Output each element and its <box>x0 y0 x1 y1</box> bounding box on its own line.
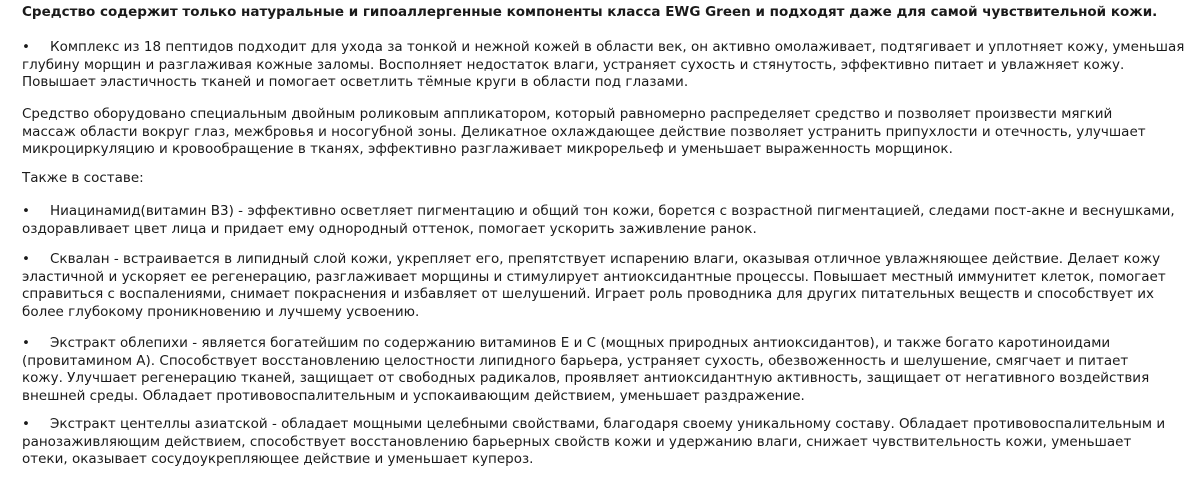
text-line: более глубокому проникновению и лучшему усвоению. <box>22 303 420 320</box>
text-line: • Сквалан - встраивается в липидный слой кожи, укрепляет его, препятствует испарению влаги, оказывая отличное увлажняющее действие. Делает кожу <box>22 251 1161 267</box>
text-line: Средство оборудовано специальным двойным роликовым аппликатором, который равномерно распределяет средство и позволяет произвести мягкий <box>22 106 1113 122</box>
text-line: ранозаживляющим действием, способствует восстановлению барьерных свойств кожи и удержанию влаги, снижает чувствительность кожи, уменьшает <box>22 433 1132 450</box>
lead-line: Средство содержит только натуральные и гипоаллергенные компоненты класса EWG Green и подходят даже для самой чувствительной кожи. <box>22 4 1158 20</box>
peptides-paragraph <box>22 39 1192 92</box>
text-line: справиться с воспалениями, снимает покраснения и избавляет от шелушений. Играет роль проводника для других питательных веществ и способствует их <box>22 286 1155 303</box>
text-line: • Экстракт центеллы азиатской - обладает мощными целебными свойствами, благодаря своему уникальному составу. Обладает противовоспалительным и <box>22 416 1166 432</box>
text-line: оздоравливает цвет лица и придает ему однородный оттенок, помогает ускорить заживление ранок. <box>22 220 757 237</box>
heading-line: Также в составе: <box>22 170 144 186</box>
bullet-icon: • <box>22 39 30 55</box>
text-line: Повышает эластичность тканей и помогает осветлить тёмные круги в области под глазами. <box>22 74 689 91</box>
text-line: массаж области вокруг глаз, межбровья и носогубной зоны. Деликатное охлаждающее действие позволяет устранить припухлости и отечность, улучшает <box>22 123 1146 140</box>
text-line: кожу. Улучшает регенерацию тканей, защищает от свободных радикалов, проявляет антиоксидантную активность, защищает от негативного воздействия <box>22 370 1150 387</box>
lead-paragraph <box>22 4 1192 22</box>
text-line: глубину морщин и разглаживая кожные заломы. Восполняет недостаток влаги, устраняет сухость и стянутость, эффективно питает и увлажняет кожу. <box>22 56 1125 73</box>
text-line: (провитамином А). Способствует восстановлению целостности липидного барьера, устраняет сухость, обезвоженность и шелушение, смягчает и питает <box>22 352 1129 369</box>
sea-buckthorn-paragraph <box>22 335 1192 405</box>
text-line: • Экстракт облепихи - является богатейшим по содержанию витаминов Е и С (мощных природных антиоксидантов), и также богато каротиноидами <box>22 335 1111 351</box>
applicator-paragraph <box>22 106 1192 159</box>
text-line: • Комплекс из 18 пептидов подходит для ухода за тонкой и нежной кожей в области век, он активно омолаживает, подтягивает и уплотняет кожу, уменьшая <box>22 39 1185 55</box>
text-line: • Ниацинамид(витамин В3) - эффективно осветляет пигментацию и общий тон кожи, борется с возрастной пигментацией, следами пост-акне и веснушками, <box>22 203 1175 219</box>
text-line: микроциркуляцию и кровообращение в тканях, эффективно разглаживает микрорельеф и уменьшает выраженность морщинок. <box>22 141 953 158</box>
also-in-composition-heading <box>22 170 1192 188</box>
bullet-icon: • <box>22 203 30 219</box>
text-line: эластичной и ускоряет ее регенерацию, разглаживает морщины и стимулирует антиоксидантные процессы. Повышает местный иммунитет клеток, помогает <box>22 268 1166 285</box>
bullet-icon: • <box>22 416 30 432</box>
bullet-icon: • <box>22 335 30 351</box>
niacinamide-paragraph <box>22 203 1192 238</box>
text-line: отеки, оказывает сосудоукрепляющее действие и уменьшает купероз. <box>22 451 534 468</box>
centella-paragraph <box>22 416 1192 469</box>
squalane-paragraph <box>22 251 1192 321</box>
bullet-icon: • <box>22 251 30 267</box>
text-line: внешней среды. Обладает противовоспалительным и успокаивающим действием, уменьшает раздражение. <box>22 387 805 404</box>
